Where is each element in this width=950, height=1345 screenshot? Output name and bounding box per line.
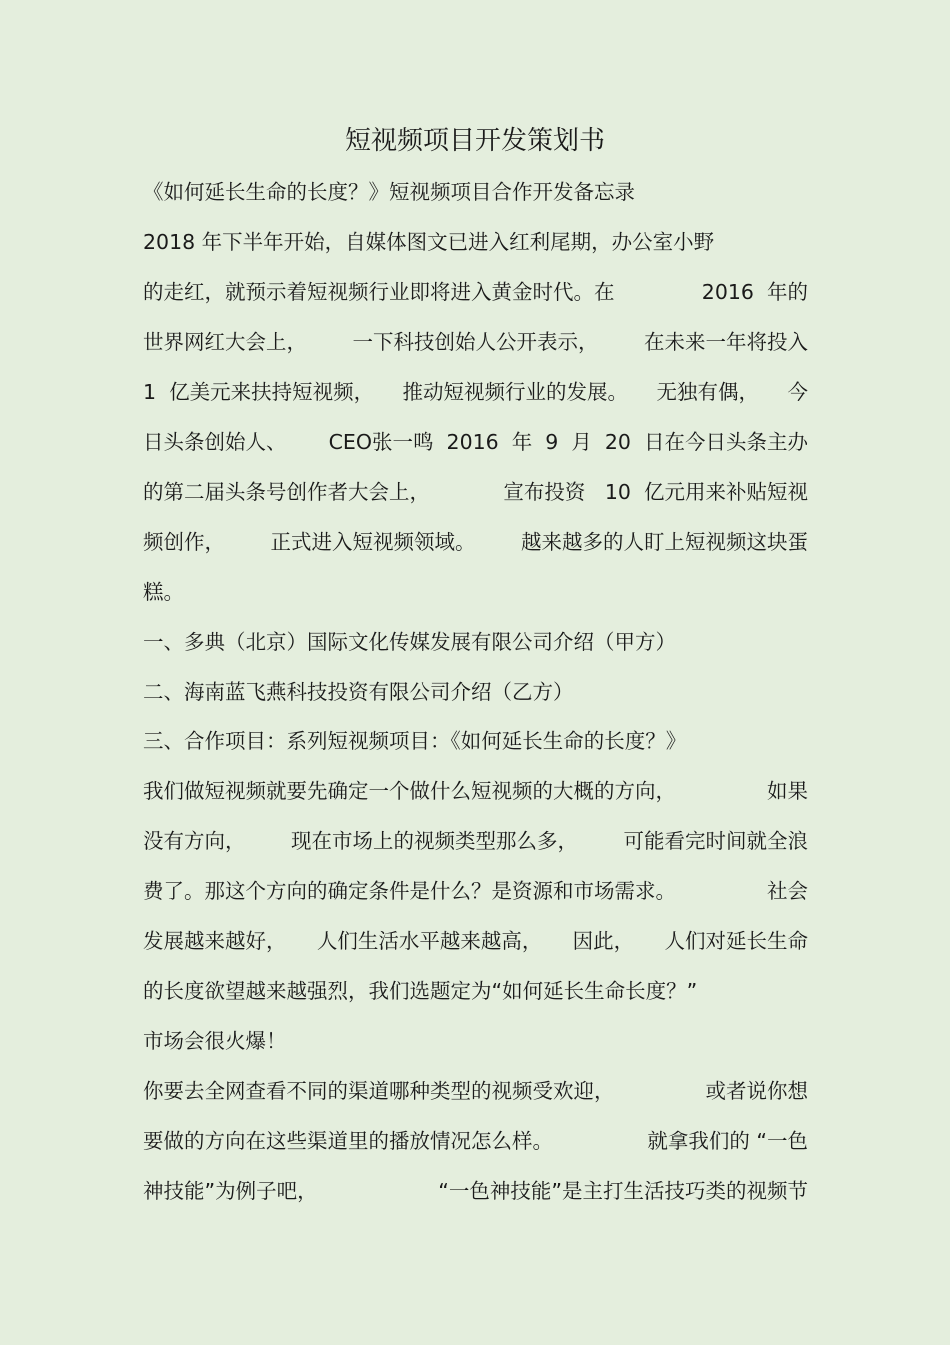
document-title: 短视频项目开发策划书: [344, 126, 605, 156]
line-segment: 的走红，就预示着短视频行业即将进入黄金时代。在: [143, 279, 615, 304]
line-segment: 费了。那这个方向的确定条件是什么？是资源和市场需求。: [143, 879, 676, 904]
paragraph-line: [143, 926, 808, 956]
line-segment: 如果: [767, 779, 808, 804]
line-segment: 二、海南蓝飞燕科技投资有限公司介绍（乙方）: [143, 679, 574, 704]
line-segment: 今: [787, 379, 808, 404]
paragraph-line: [143, 527, 808, 557]
line-segment: 《如何延长生命的长度？》短视频项目合作开发备忘录: [143, 180, 635, 204]
line-segment: 宣布投资 10 亿元用来补贴短视: [503, 479, 808, 504]
line-segment: 一下科技创始人公开表示，: [352, 329, 599, 354]
line-segment: 神技能”为例子吧，: [143, 1179, 318, 1203]
line-segment: 无独有偶，: [656, 379, 760, 404]
line-segment: 世界网红大会上，: [143, 329, 307, 354]
paragraph-line: [143, 577, 808, 607]
paragraph-line: [143, 1176, 808, 1206]
line-segment: 的长度欲望越来越强烈，我们选题定为“如何延长生命长度？”: [143, 979, 698, 1004]
line-segment: 现在市场上的视频类型那么多，: [291, 829, 578, 854]
line-segment: 因此，: [572, 929, 635, 954]
line-segment: 市场会很火爆！: [143, 1029, 287, 1054]
paragraph-line: [143, 227, 808, 257]
line-segment: 频创作，: [143, 529, 225, 554]
line-segment: “一色神技能”是主打生活技巧类的视频节: [438, 1179, 808, 1203]
paragraph-line: [143, 277, 808, 307]
line-segment: 正式进入短视频领域。: [270, 529, 476, 554]
paragraph-line: [143, 976, 808, 1006]
line-segment: 社会: [767, 879, 808, 904]
line-segment: 可能看完时间就全浪: [623, 829, 808, 854]
paragraph-line: [143, 1076, 808, 1106]
line-segment: 你要去全网查看不同的渠道哪种类型的视频受欢迎，: [143, 1079, 615, 1104]
line-segment: 发展越来越好，: [143, 929, 287, 954]
paragraph-line: [143, 826, 808, 856]
line-segment: 要做的方向在这些渠道里的播放情况怎么样。: [143, 1129, 553, 1154]
paragraph-line: [143, 327, 808, 357]
line-segment: 没有方向，: [143, 829, 246, 854]
paragraph-line: [143, 876, 808, 906]
paragraph-line: [143, 377, 808, 407]
line-segment: 人们对延长生命: [664, 929, 808, 954]
paragraph-line: [143, 177, 808, 207]
paragraph-line: [143, 627, 808, 657]
line-segment: 的第二届头条号创作者大会上，: [143, 479, 430, 504]
line-segment: CEO张一鸣 2016 年 9 月 20 日在今日头条主办: [328, 429, 808, 454]
paragraph-line: [143, 677, 808, 707]
line-segment: 糕。: [143, 579, 184, 604]
line-segment: 人们生活水平越来越高，: [316, 929, 543, 954]
line-segment: 我们做短视频就要先确定一个做什么短视频的大概的方向，: [143, 779, 676, 804]
paragraph-line: [143, 1126, 808, 1156]
paragraph-line: [143, 776, 808, 806]
line-segment: 就拿我们的 “一色: [647, 1129, 808, 1154]
paragraph-line: [143, 477, 808, 507]
line-segment: 或者说你想: [705, 1079, 808, 1104]
line-segment: 2016 年的: [701, 279, 808, 304]
line-segment: 一、多典（北京）国际文化传媒发展有限公司介绍（甲方）: [143, 629, 676, 654]
paragraph-line: [143, 427, 808, 457]
line-segment: 日头条创始人、: [143, 429, 287, 454]
line-segment: 2018 年下半年开始，自媒体图文已进入红利尾期，办公室小野: [143, 229, 715, 254]
paragraph-line: [143, 726, 808, 756]
paragraph-line: [143, 1026, 808, 1056]
line-segment: 在未来一年将投入: [644, 329, 808, 354]
line-segment: 三、合作项目：系列短视频项目：《如何延长生命的长度？》: [143, 729, 687, 754]
line-segment: 1 亿美元来扶持短视频，: [143, 379, 375, 404]
line-segment: 越来越多的人盯上短视频这块蛋: [521, 529, 808, 554]
line-segment: 推动短视频行业的发展。: [402, 379, 629, 404]
